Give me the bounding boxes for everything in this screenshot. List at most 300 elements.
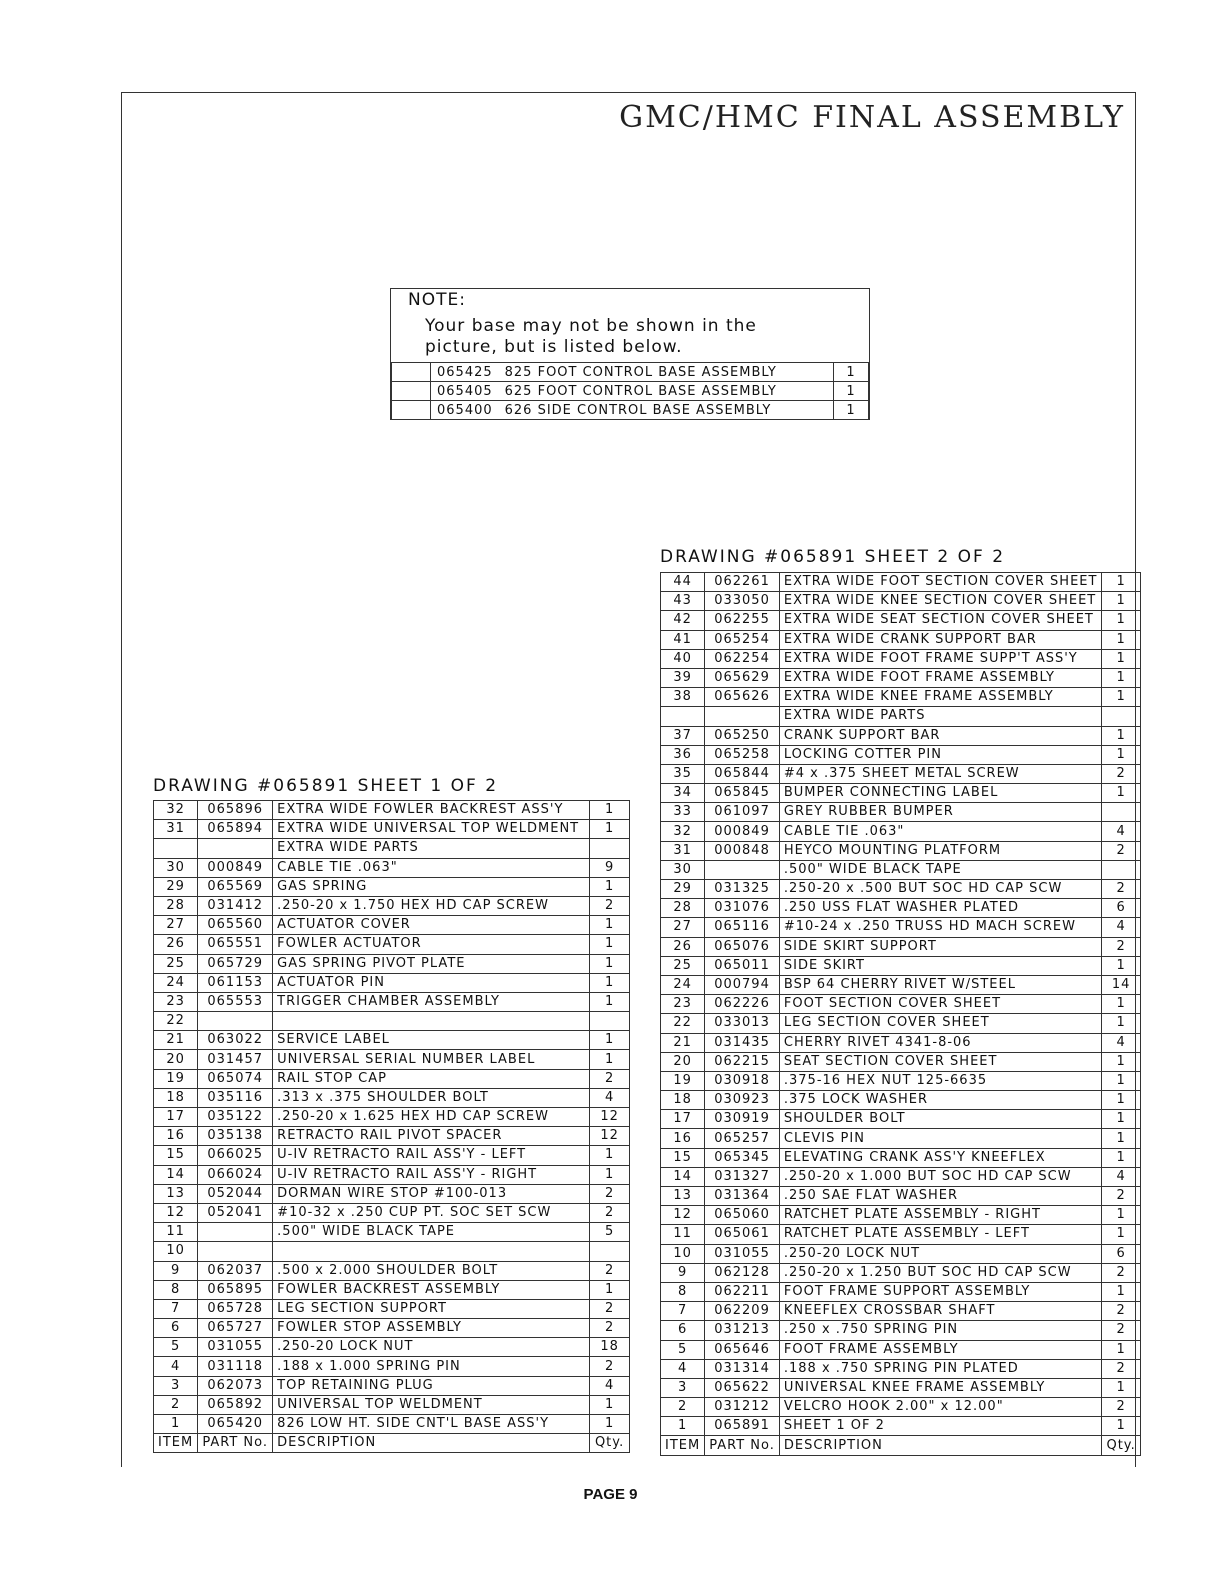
part-number: 065844	[705, 764, 780, 783]
description: FOWLER STOP ASSEMBLY	[273, 1319, 590, 1338]
table-row	[661, 1091, 1141, 1110]
part-number: 065116	[705, 918, 780, 937]
item-number: 31	[154, 820, 198, 839]
table-row	[154, 916, 630, 935]
item-number: 4	[661, 1359, 705, 1378]
part-number	[198, 839, 273, 858]
part-number: 031055	[705, 1244, 780, 1263]
quantity: 1	[834, 401, 869, 420]
description: U-IV RETRACTO RAIL ASS'Y - LEFT	[273, 1146, 590, 1165]
table-row	[154, 1376, 630, 1395]
item-number: 20	[154, 1050, 198, 1069]
item-number: 16	[154, 1127, 198, 1146]
part-number: 065254	[705, 630, 780, 649]
table-row	[154, 1184, 630, 1203]
item-number: 21	[154, 1031, 198, 1050]
table-row	[154, 801, 630, 820]
table-row	[154, 1357, 630, 1376]
quantity: 2	[590, 896, 630, 915]
item-number: 35	[661, 764, 705, 783]
description: .250-20 x 1.750 HEX HD CAP SCREW	[273, 896, 590, 915]
quantity: 1	[1102, 630, 1140, 649]
item-number: 8	[154, 1280, 198, 1299]
description: .250-20 x 1.625 HEX HD CAP SCREW	[273, 1108, 590, 1127]
table-row	[661, 975, 1141, 994]
quantity: 1	[590, 1280, 630, 1299]
quantity: 2	[1102, 1359, 1140, 1378]
item-number: 41	[661, 630, 705, 649]
table-row	[661, 1244, 1141, 1263]
part-number: 062128	[705, 1263, 780, 1282]
quantity: 1	[590, 1395, 630, 1414]
table-row	[154, 1088, 630, 1107]
part-number	[198, 1012, 273, 1031]
description: HEYCO MOUNTING PLATFORM	[779, 841, 1102, 860]
item-number: 43	[661, 592, 705, 611]
quantity: 1	[834, 363, 869, 382]
base-option-row	[392, 382, 869, 401]
table-row	[661, 1110, 1141, 1129]
item-number: 6	[661, 1321, 705, 1340]
item-number: 6	[154, 1319, 198, 1338]
quantity: 2	[590, 1069, 630, 1088]
table-row	[154, 1261, 630, 1280]
item-number: 12	[661, 1206, 705, 1225]
item-number: 11	[661, 1225, 705, 1244]
note-heading: NOTE:	[408, 290, 466, 310]
quantity	[1102, 803, 1140, 822]
description: .375 LOCK WASHER	[779, 1091, 1102, 1110]
description: GAS SPRING PIVOT PLATE	[273, 954, 590, 973]
base-option-row	[392, 401, 869, 420]
quantity: 1	[1102, 1110, 1140, 1129]
table-row	[154, 1299, 630, 1318]
part-number: 065250	[705, 726, 780, 745]
description: .188 x .750 SPRING PIN PLATED	[779, 1359, 1102, 1378]
description: EXTRA WIDE KNEE SECTION COVER SHEET	[779, 592, 1102, 611]
description: EXTRA WIDE SEAT SECTION COVER SHEET	[779, 611, 1102, 630]
part-number: 052041	[198, 1203, 273, 1222]
part-number: 000794	[705, 975, 780, 994]
description	[273, 1242, 590, 1261]
quantity: 1	[1102, 649, 1140, 668]
spacer-cell	[392, 401, 431, 420]
table-row	[661, 707, 1141, 726]
table-row	[661, 1187, 1141, 1206]
part-number	[705, 860, 780, 879]
quantity: 2	[1102, 1187, 1140, 1206]
part-number: 065060	[705, 1206, 780, 1225]
spacer-cell	[392, 363, 431, 382]
part-number: 031213	[705, 1321, 780, 1340]
table-row	[661, 1033, 1141, 1052]
quantity: 2	[1102, 841, 1140, 860]
part-number: 065076	[705, 937, 780, 956]
item-number: 14	[154, 1165, 198, 1184]
quantity: 4	[1102, 1033, 1140, 1052]
quantity: 1	[1102, 1282, 1140, 1301]
quantity: 1	[1102, 1071, 1140, 1090]
header-description: DESCRIPTION	[273, 1434, 590, 1453]
quantity: 1	[1102, 611, 1140, 630]
description: SHEET 1 OF 2	[779, 1417, 1102, 1436]
base-option-cell	[431, 382, 834, 401]
table-row	[154, 1165, 630, 1184]
table-row	[154, 935, 630, 954]
quantity: 5	[590, 1223, 630, 1242]
quantity: 2	[1102, 937, 1140, 956]
quantity	[1102, 707, 1140, 726]
item-number: 39	[661, 668, 705, 687]
quantity: 1	[590, 877, 630, 896]
table-row	[661, 726, 1141, 745]
description: RAIL STOP CAP	[273, 1069, 590, 1088]
quantity: 1	[1102, 1340, 1140, 1359]
quantity: 1	[1102, 1417, 1140, 1436]
item-number: 7	[154, 1299, 198, 1318]
quantity: 1	[834, 382, 869, 401]
description: .500" WIDE BLACK TAPE	[273, 1223, 590, 1242]
table-row	[154, 1280, 630, 1299]
table-row	[154, 954, 630, 973]
item-number: 25	[661, 956, 705, 975]
quantity: 1	[1102, 995, 1140, 1014]
description: TOP RETAINING PLUG	[273, 1376, 590, 1395]
part-number: 066025	[198, 1146, 273, 1165]
quantity: 4	[1102, 822, 1140, 841]
part-number: 030919	[705, 1110, 780, 1129]
table-row	[154, 877, 630, 896]
part-number: 031076	[705, 899, 780, 918]
part-number: 065729	[198, 954, 273, 973]
quantity	[1102, 860, 1140, 879]
quantity: 2	[590, 1319, 630, 1338]
table-row	[154, 1146, 630, 1165]
quantity: 4	[590, 1088, 630, 1107]
item-number: 30	[154, 858, 198, 877]
quantity: 9	[590, 858, 630, 877]
part-number: 031435	[705, 1033, 780, 1052]
table-row	[661, 1398, 1141, 1417]
item-number: 1	[661, 1417, 705, 1436]
quantity: 1	[590, 992, 630, 1011]
description: .250 USS FLAT WASHER PLATED	[779, 899, 1102, 918]
item-number: 36	[661, 745, 705, 764]
part-number: 062211	[705, 1282, 780, 1301]
description: ACTUATOR PIN	[273, 973, 590, 992]
part-number: 063022	[198, 1031, 273, 1050]
description: .250-20 x 1.000 BUT SOC HD CAP SCW	[779, 1167, 1102, 1186]
quantity: 1	[1102, 1148, 1140, 1167]
part-number: 065891	[705, 1417, 780, 1436]
item-number: 19	[154, 1069, 198, 1088]
table-row	[661, 995, 1141, 1014]
base-option-cell	[431, 363, 834, 382]
description: RATCHET PLATE ASSEMBLY - LEFT	[779, 1225, 1102, 1244]
table-row	[661, 630, 1141, 649]
quantity: 1	[1102, 1129, 1140, 1148]
quantity: 1	[590, 954, 630, 973]
item-number: 34	[661, 784, 705, 803]
description: EXTRA WIDE FOOT SECTION COVER SHEET	[779, 573, 1102, 592]
part-number	[705, 707, 780, 726]
part-number: 065420	[198, 1415, 273, 1434]
part-number: 065011	[705, 956, 780, 975]
sheet2-parts-table	[660, 572, 1141, 1456]
quantity: 2	[1102, 1398, 1140, 1417]
part-number: 065425	[437, 364, 493, 380]
description: .250-20 x .500 BUT SOC HD CAP SCW	[779, 880, 1102, 899]
page-title: GMC/HMC FINAL ASSEMBLY	[619, 100, 1125, 135]
description: KNEEFLEX CROSSBAR SHAFT	[779, 1302, 1102, 1321]
part-number: 065400	[437, 402, 493, 418]
table-row	[661, 1014, 1141, 1033]
part-number: 061153	[198, 973, 273, 992]
part-number: 030923	[705, 1091, 780, 1110]
item-number: 42	[661, 611, 705, 630]
table-row	[154, 1338, 630, 1357]
description: .500" WIDE BLACK TAPE	[779, 860, 1102, 879]
item-number: 1	[154, 1415, 198, 1434]
quantity: 1	[1102, 592, 1140, 611]
description: CRANK SUPPORT BAR	[779, 726, 1102, 745]
table-row	[154, 1203, 630, 1222]
description: .500 x 2.000 SHOULDER BOLT	[273, 1261, 590, 1280]
quantity: 2	[1102, 764, 1140, 783]
description: .250 SAE FLAT WASHER	[779, 1187, 1102, 1206]
description: LEG SECTION SUPPORT	[273, 1299, 590, 1318]
description: U-IV RETRACTO RAIL ASS'Y - RIGHT	[273, 1165, 590, 1184]
quantity: 4	[1102, 918, 1140, 937]
description: LEG SECTION COVER SHEET	[779, 1014, 1102, 1033]
item-number: 23	[154, 992, 198, 1011]
item-number: 28	[154, 896, 198, 915]
note-box	[390, 288, 870, 420]
description: .250-20 LOCK NUT	[273, 1338, 590, 1357]
description: 625 FOOT CONTROL BASE ASSEMBLY	[504, 383, 777, 399]
item-number: 25	[154, 954, 198, 973]
part-number: 065569	[198, 877, 273, 896]
description: TRIGGER CHAMBER ASSEMBLY	[273, 992, 590, 1011]
item-number: 10	[154, 1242, 198, 1261]
sheet2-title: DRAWING #065891 SHEET 2 OF 2	[660, 547, 1006, 567]
part-number: 065551	[198, 935, 273, 954]
part-number: 065553	[198, 992, 273, 1011]
part-number: 035116	[198, 1088, 273, 1107]
quantity: 2	[590, 1203, 630, 1222]
description: CABLE TIE .063"	[779, 822, 1102, 841]
table-row	[661, 1206, 1141, 1225]
table-row	[661, 1417, 1141, 1436]
description: UNIVERSAL SERIAL NUMBER LABEL	[273, 1050, 590, 1069]
sheet1-title: DRAWING #065891 SHEET 1 OF 2	[153, 776, 499, 796]
table-row	[661, 764, 1141, 783]
item-number: 5	[661, 1340, 705, 1359]
table-row	[661, 592, 1141, 611]
item-number: 18	[154, 1088, 198, 1107]
part-number: 065622	[705, 1378, 780, 1397]
item-number: 26	[661, 937, 705, 956]
part-number: 065895	[198, 1280, 273, 1299]
part-number: 031364	[705, 1187, 780, 1206]
table-row	[661, 1302, 1141, 1321]
table-row	[661, 668, 1141, 687]
description: FOWLER ACTUATOR	[273, 935, 590, 954]
description: DORMAN WIRE STOP #100-013	[273, 1184, 590, 1203]
part-number: 065845	[705, 784, 780, 803]
sheet1-parts-table	[153, 800, 630, 1453]
part-number: 065626	[705, 688, 780, 707]
item-number: 11	[154, 1223, 198, 1242]
quantity: 1	[590, 1165, 630, 1184]
description: .375-16 HEX NUT 125-6635	[779, 1071, 1102, 1090]
part-number: 065629	[705, 668, 780, 687]
quantity: 1	[590, 916, 630, 935]
item-number: 9	[154, 1261, 198, 1280]
table-row	[661, 573, 1141, 592]
table-row	[661, 1148, 1141, 1167]
part-number: 031412	[198, 896, 273, 915]
item-number: 2	[661, 1398, 705, 1417]
table-row	[661, 822, 1141, 841]
part-number: 035138	[198, 1127, 273, 1146]
table-row	[661, 1340, 1141, 1359]
item-number: 32	[154, 801, 198, 820]
quantity: 18	[590, 1338, 630, 1357]
quantity: 1	[1102, 1378, 1140, 1397]
quantity: 1	[590, 1031, 630, 1050]
quantity: 2	[590, 1357, 630, 1376]
table-row	[661, 1129, 1141, 1148]
part-number: 031314	[705, 1359, 780, 1378]
table-row	[661, 860, 1141, 879]
item-number: 24	[154, 973, 198, 992]
description: ACTUATOR COVER	[273, 916, 590, 935]
table-row	[154, 1395, 630, 1414]
part-number: 066024	[198, 1165, 273, 1184]
part-number: 062255	[705, 611, 780, 630]
description: VELCRO HOOK 2.00" x 12.00"	[779, 1398, 1102, 1417]
item-number: 19	[661, 1071, 705, 1090]
item-number: 13	[661, 1187, 705, 1206]
table-row	[661, 611, 1141, 630]
description: ELEVATING CRANK ASS'Y KNEEFLEX	[779, 1148, 1102, 1167]
part-number: 000849	[705, 822, 780, 841]
quantity: 1	[1102, 1052, 1140, 1071]
description: EXTRA WIDE PARTS	[273, 839, 590, 858]
description	[273, 1012, 590, 1031]
description: FOOT SECTION COVER SHEET	[779, 995, 1102, 1014]
part-number: 065728	[198, 1299, 273, 1318]
description: GAS SPRING	[273, 877, 590, 896]
quantity	[590, 1242, 630, 1261]
part-number: 033050	[705, 592, 780, 611]
part-number	[198, 1242, 273, 1261]
quantity: 6	[1102, 899, 1140, 918]
base-option-row	[392, 363, 869, 382]
item-number: 7	[661, 1302, 705, 1321]
item-number: 38	[661, 688, 705, 707]
description: EXTRA WIDE PARTS	[779, 707, 1102, 726]
part-number: 062037	[198, 1261, 273, 1280]
description: EXTRA WIDE UNIVERSAL TOP WELDMENT	[273, 820, 590, 839]
part-number: 062209	[705, 1302, 780, 1321]
item-number: 27	[154, 916, 198, 935]
quantity: 1	[1102, 784, 1140, 803]
description: SHOULDER BOLT	[779, 1110, 1102, 1129]
quantity: 1	[1102, 573, 1140, 592]
page-number: PAGE 9	[583, 1486, 638, 1503]
part-number: 065892	[198, 1395, 273, 1414]
part-number: 031457	[198, 1050, 273, 1069]
description: EXTRA WIDE KNEE FRAME ASSEMBLY	[779, 688, 1102, 707]
description: UNIVERSAL KNEE FRAME ASSEMBLY	[779, 1378, 1102, 1397]
quantity: 1	[1102, 1206, 1140, 1225]
part-number: 000849	[198, 858, 273, 877]
quantity: 6	[1102, 1244, 1140, 1263]
description: EXTRA WIDE CRANK SUPPORT BAR	[779, 630, 1102, 649]
description: GREY RUBBER BUMPER	[779, 803, 1102, 822]
quantity: 1	[1102, 1225, 1140, 1244]
quantity: 1	[1102, 745, 1140, 764]
item-number: 30	[661, 860, 705, 879]
item-number: 16	[661, 1129, 705, 1148]
quantity: 1	[1102, 1091, 1140, 1110]
description: RATCHET PLATE ASSEMBLY - RIGHT	[779, 1206, 1102, 1225]
quantity: 1	[590, 1146, 630, 1165]
table-row	[154, 1108, 630, 1127]
quantity	[590, 1012, 630, 1031]
description: FOWLER BACKREST ASSEMBLY	[273, 1280, 590, 1299]
description: FOOT FRAME ASSEMBLY	[779, 1340, 1102, 1359]
description: SEAT SECTION COVER SHEET	[779, 1052, 1102, 1071]
part-number: 033013	[705, 1014, 780, 1033]
item-number: 3	[661, 1378, 705, 1397]
table-row	[154, 1050, 630, 1069]
part-number: 052044	[198, 1184, 273, 1203]
part-number: 065257	[705, 1129, 780, 1148]
item-number: 5	[154, 1338, 198, 1357]
item-number: 18	[661, 1091, 705, 1110]
table-row	[661, 899, 1141, 918]
quantity: 1	[590, 1415, 630, 1434]
table-row	[154, 1415, 630, 1434]
part-number: 065896	[198, 801, 273, 820]
quantity: 1	[590, 820, 630, 839]
item-number	[154, 839, 198, 858]
quantity: 2	[590, 1299, 630, 1318]
table-row	[154, 992, 630, 1011]
table-row	[661, 1321, 1141, 1340]
description: EXTRA WIDE FOOT FRAME ASSEMBLY	[779, 668, 1102, 687]
table-row	[661, 745, 1141, 764]
part-number: 000848	[705, 841, 780, 860]
quantity: 2	[590, 1261, 630, 1280]
quantity: 1	[1102, 1014, 1140, 1033]
description: 826 LOW HT. SIDE CNT'L BASE ASS'Y	[273, 1415, 590, 1434]
table-row	[661, 1282, 1141, 1301]
base-options-table	[391, 362, 869, 420]
description: 825 FOOT CONTROL BASE ASSEMBLY	[504, 364, 777, 380]
table-row	[661, 649, 1141, 668]
part-number: 062073	[198, 1376, 273, 1395]
item-number: 22	[154, 1012, 198, 1031]
header-description: DESCRIPTION	[779, 1436, 1102, 1455]
note-text: Your base may not be shown in the picture, but is listed below.	[425, 316, 757, 357]
item-number: 37	[661, 726, 705, 745]
description: .250-20 x 1.250 BUT SOC HD CAP SCW	[779, 1263, 1102, 1282]
item-number: 22	[661, 1014, 705, 1033]
